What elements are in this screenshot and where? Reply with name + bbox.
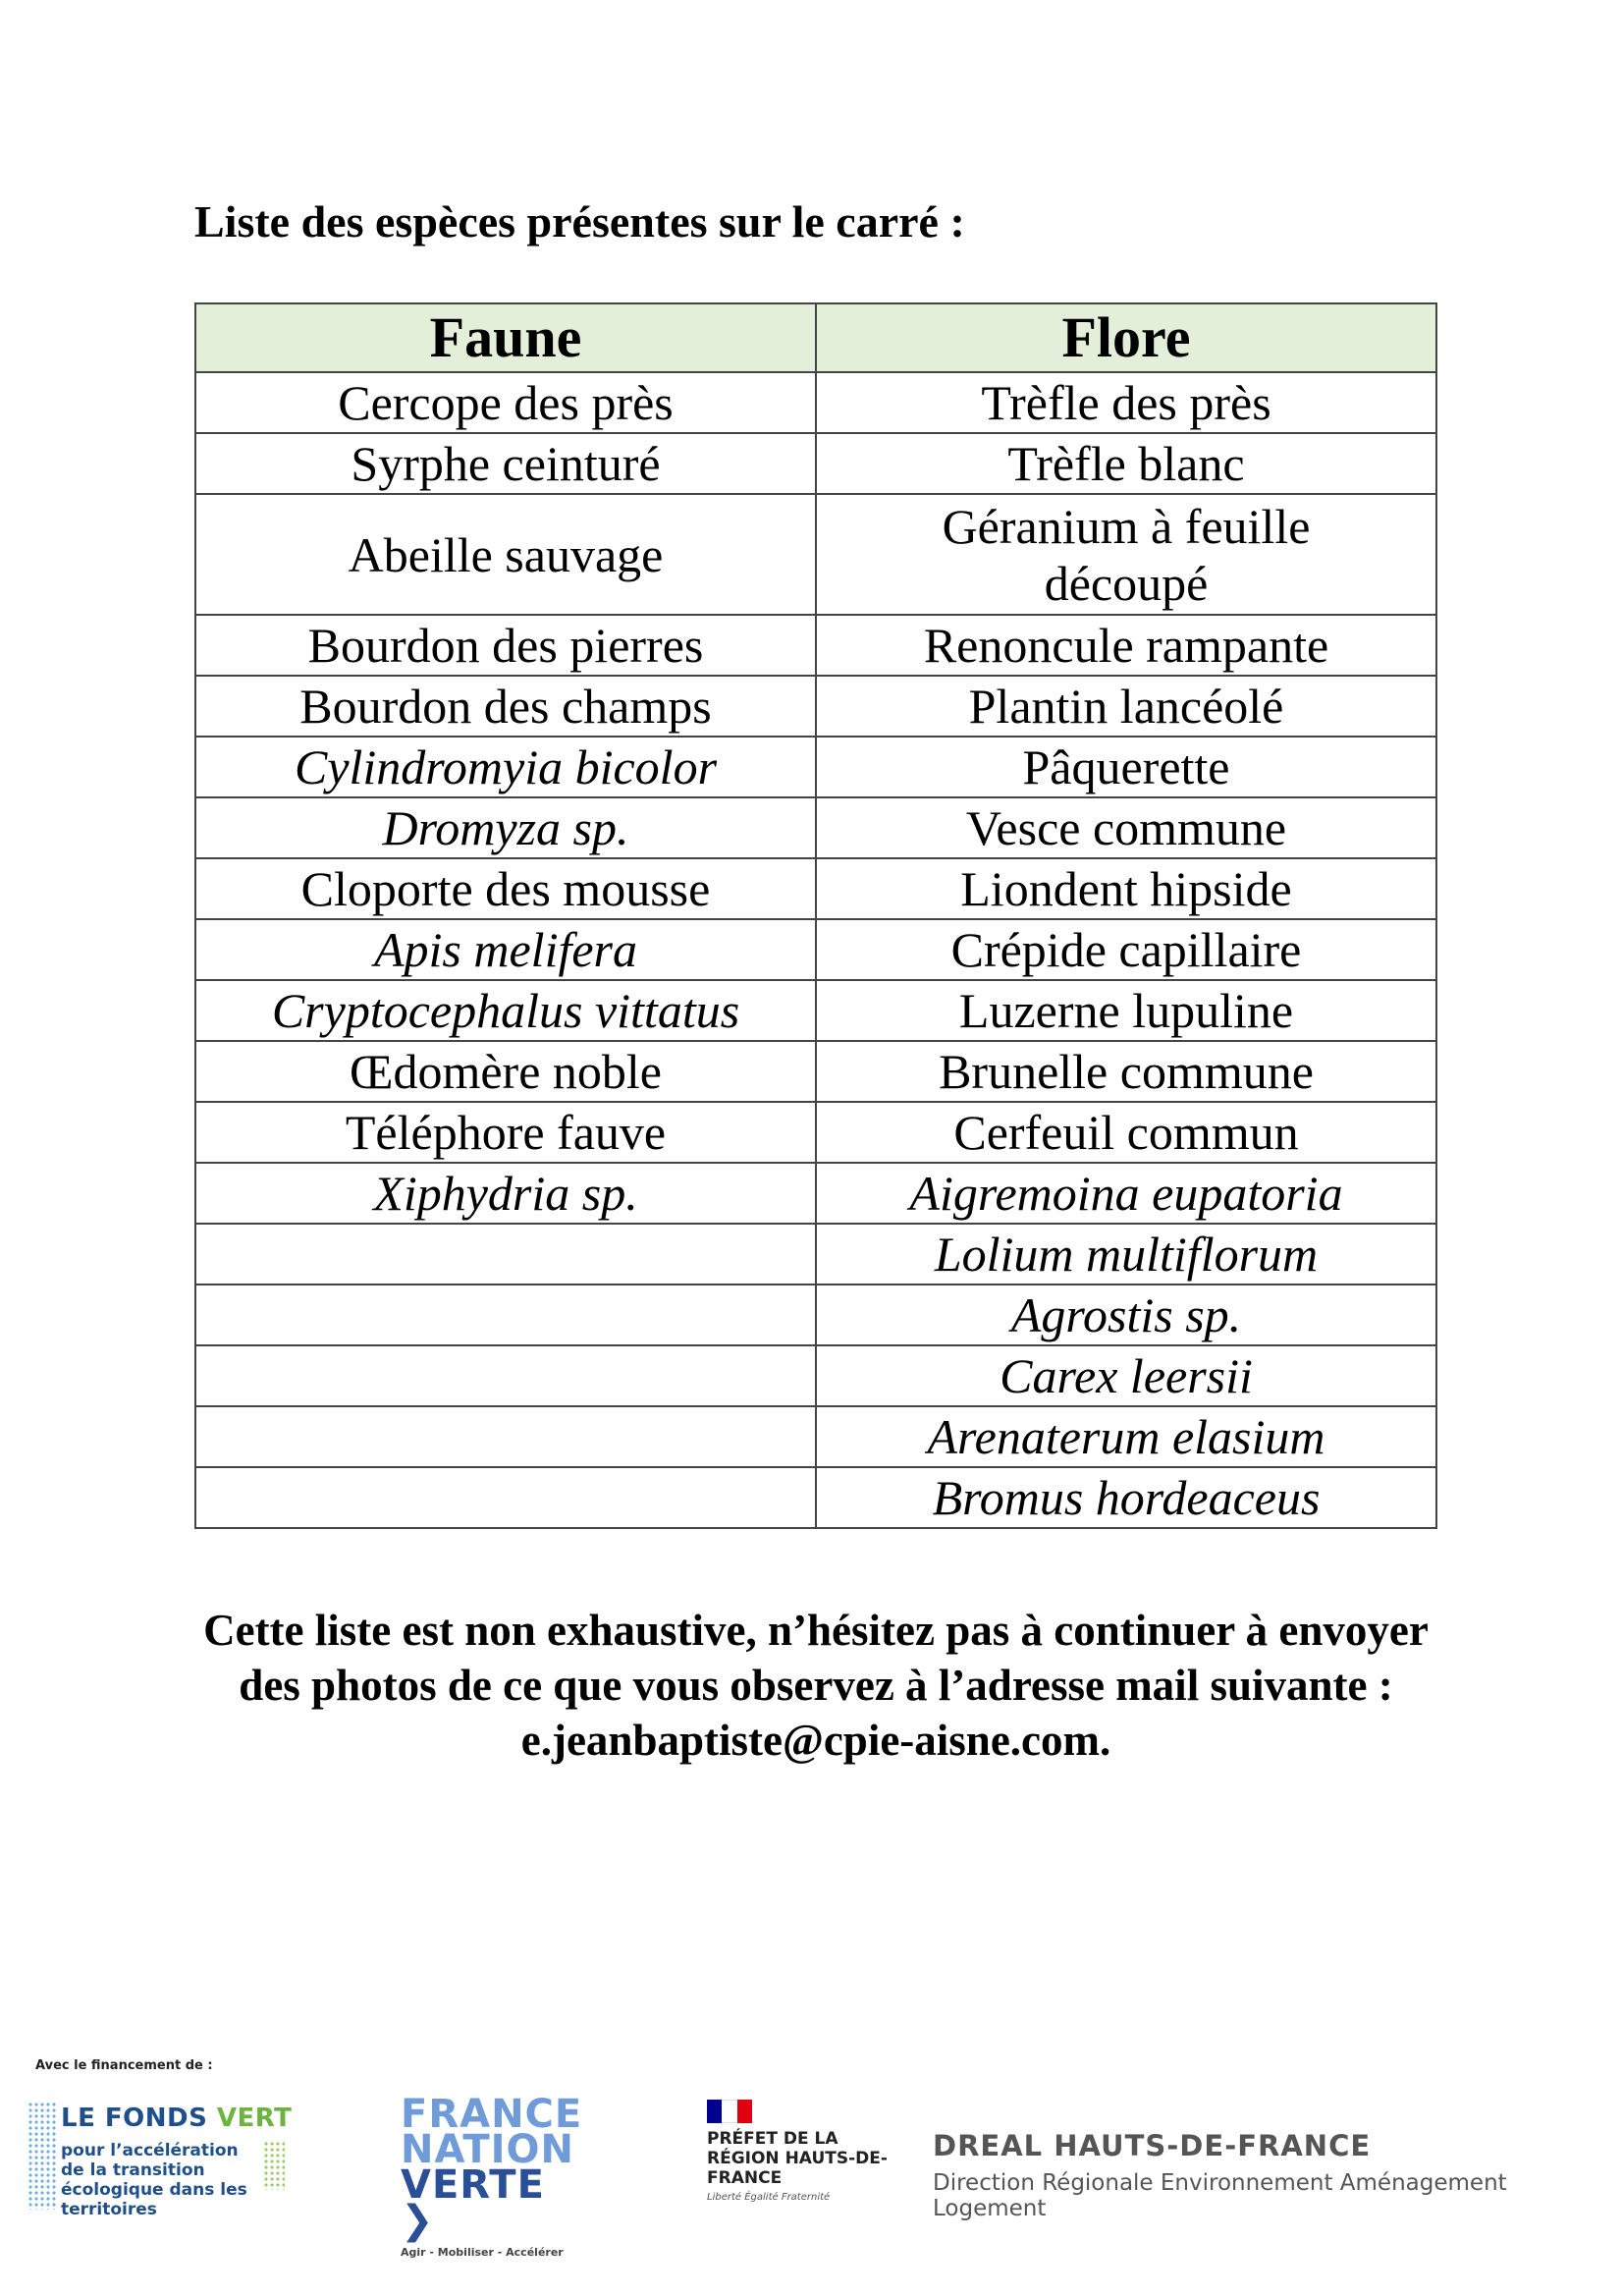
flore-cell: Luzerne lupuline: [816, 980, 1436, 1041]
table-row: [195, 372, 1436, 433]
faune-cell: [195, 1467, 816, 1528]
table-row: [195, 1102, 1436, 1163]
fnv-line: VERTE ❯: [401, 2162, 545, 2243]
table-row: [195, 980, 1436, 1041]
fonds-vert-subtitle: pour l’accélération de la transition écologique dans les territoires: [61, 2141, 247, 2219]
fonds-vert-logo: [27, 2102, 293, 2219]
table-row: [195, 1345, 1436, 1406]
flore-cell: Plantin lancéolé: [816, 676, 1436, 737]
faune-cell: Œdomère noble: [195, 1041, 816, 1102]
flore-cell: Lolium multiflorum: [816, 1224, 1436, 1285]
header-flore: Flore: [816, 303, 1436, 372]
dots-decoration-icon: [27, 2102, 57, 2210]
faune-cell: Abeille sauvage: [195, 494, 816, 615]
faune-cell: Bourdon des pierres: [195, 615, 816, 676]
table-row: [195, 433, 1436, 494]
faune-cell: Bourdon des champs: [195, 676, 816, 737]
flore-cell: Bromus hordeaceus: [816, 1467, 1436, 1528]
species-table: [194, 302, 1437, 1529]
flore-cell: Renoncule rampante: [816, 615, 1436, 676]
table-row: [195, 1224, 1436, 1285]
intro-heading: Liste des espèces présentes sur le carré :: [194, 196, 965, 246]
dreal-subtitle: Direction Régionale Environnement Aménagement Logement: [933, 2170, 1507, 2221]
table-row: [195, 615, 1436, 676]
dreal-logo: [933, 2129, 1610, 2221]
faune-cell: [195, 1285, 816, 1345]
faune-cell: Cloporte des mousse: [195, 858, 816, 919]
table-row: [195, 919, 1436, 980]
prefet-text: PRÉFET DE LA RÉGION HAUTS-DE-FRANCE: [707, 2129, 888, 2188]
table-row: [195, 1041, 1436, 1102]
faune-cell: [195, 1345, 816, 1406]
french-flag-icon: [707, 2100, 752, 2123]
table-row: [195, 737, 1436, 797]
faune-cell: Dromyza sp.: [195, 797, 816, 858]
faune-cell: [195, 1406, 816, 1467]
faune-cell: Cercope des près: [195, 372, 816, 433]
table-row: [195, 1467, 1436, 1528]
flore-cell: Cerfeuil commun: [816, 1102, 1436, 1163]
flore-cell: Liondent hipside: [816, 858, 1436, 919]
faune-cell: Téléphore fauve: [195, 1102, 816, 1163]
table-row: [195, 494, 1436, 615]
funding-label: Avec le financement de :: [35, 2058, 213, 2073]
flore-cell: Pâquerette: [816, 737, 1436, 797]
header-faune: Faune: [195, 303, 816, 372]
flore-cell: Aigremoina eupatoria: [816, 1163, 1436, 1224]
flore-cell: Agrostis sp.: [816, 1285, 1436, 1345]
france-nation-verte-logo: [401, 2092, 583, 2259]
faune-cell: Syrphe ceinturé: [195, 433, 816, 494]
prefet-logo: [707, 2100, 893, 2227]
fnv-line: FRANCE: [401, 2092, 583, 2137]
faune-cell: [195, 1224, 816, 1285]
table-header-row: [195, 303, 1436, 372]
footer-logos: [0, 2043, 1622, 2296]
dreal-title: DREAL HAUTS-DE-FRANCE: [933, 2129, 1372, 2162]
faune-cell: Xiphydria sp.: [195, 1163, 816, 1224]
table-row: [195, 676, 1436, 737]
table-row: [195, 797, 1436, 858]
flore-cell: Brunelle commune: [816, 1041, 1436, 1102]
flore-cell: Géranium à feuille découpé: [816, 494, 1436, 615]
fnv-line: NATION: [401, 2127, 574, 2172]
flore-cell: Vesce commune: [816, 797, 1436, 858]
flore-cell: Arenaterum elasium: [816, 1406, 1436, 1467]
faune-cell: Cylindromyia bicolor: [195, 737, 816, 797]
flore-cell: Trèfle blanc: [816, 433, 1436, 494]
table-row: [195, 1163, 1436, 1224]
flore-cell: Trèfle des près: [816, 372, 1436, 433]
table-row: [195, 1406, 1436, 1467]
prefet-motto: Liberté Égalité Fraternité: [707, 2192, 831, 2203]
fonds-vert-title: LE FONDS VERT: [61, 2104, 293, 2133]
flore-cell: Crépide capillaire: [816, 919, 1436, 980]
contact-note: Cette liste est non exhaustive, n’hésitez pas à continuer à envoyer des photos de ce que vous observez à l’adresse mail suivante : e.jeanbaptiste@cpie-aisne.com.: [203, 1606, 1429, 1765]
table-row: [195, 858, 1436, 919]
fnv-tagline: Agir - Mobiliser - Accélérer: [401, 2246, 564, 2259]
flore-cell: Carex leersii: [816, 1345, 1436, 1406]
table-row: [195, 1285, 1436, 1345]
faune-cell: Apis melifera: [195, 919, 816, 980]
faune-cell: Cryptocephalus vittatus: [195, 980, 816, 1041]
